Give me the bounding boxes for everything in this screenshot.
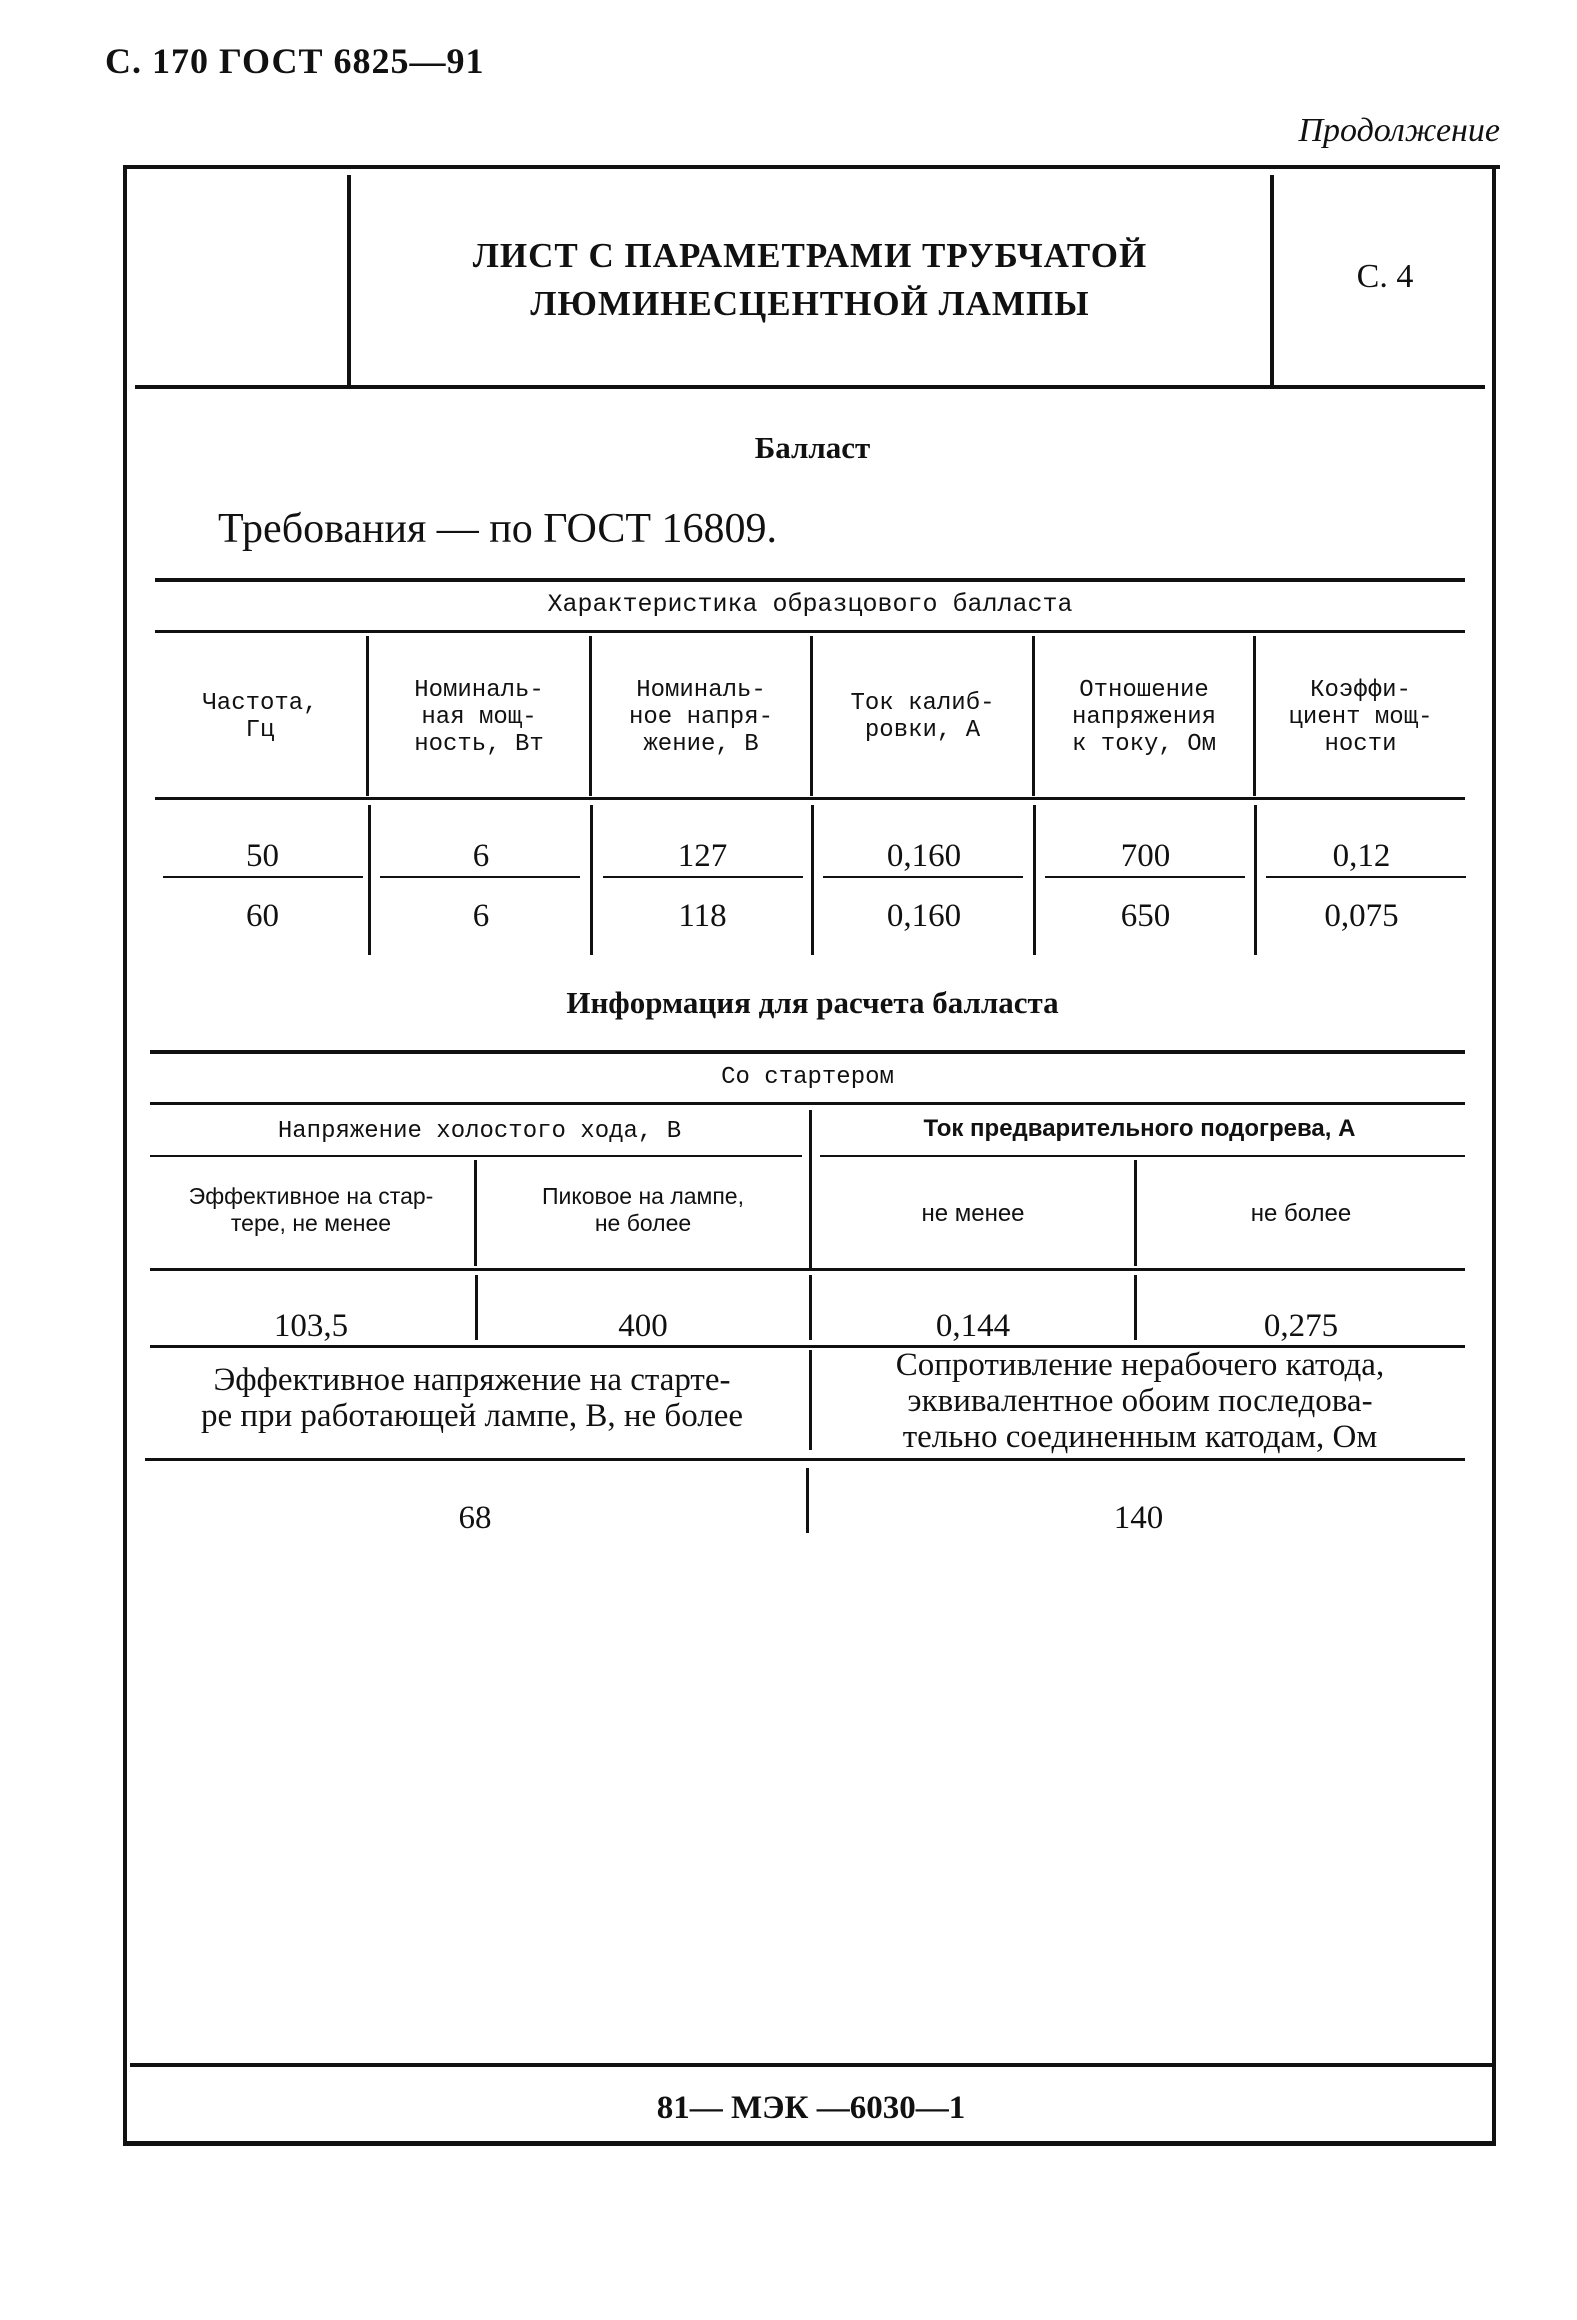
calc-sub-divider: [474, 1160, 477, 1266]
header-bottom-border: [135, 385, 1485, 389]
sheet-title-line2: ЛЮМИНЕСЦЕНТНОЙ ЛАМПЫ: [530, 284, 1090, 323]
calc-final-divider: [806, 1468, 809, 1533]
calc-table-top-line: [150, 1050, 1465, 1054]
ref-row-separator: [823, 876, 1023, 878]
table-cell: 6: [472, 838, 490, 874]
ref-body-col-divider: [1254, 805, 1257, 955]
calc-open-circuit-voltage: Напряжение холостого хода, В: [277, 1118, 682, 1145]
calc-value: 0,144: [935, 1308, 1011, 1344]
ref-body-col-divider: [368, 805, 371, 955]
footer-designation: 81— МЭК —6030—1: [656, 2090, 966, 2126]
header-divider-left: [347, 175, 351, 387]
table-cell: 0,160: [886, 898, 962, 934]
calc-lower-bottom-line: [145, 1458, 1465, 1461]
calc-value: 400: [618, 1308, 668, 1344]
calc-peak-on-lamp: Пиковое на лампе, не более: [542, 1183, 744, 1236]
sheet-title-line1: ЛИСТ С ПАРАМЕТРАМИ ТРУБЧАТОЙ: [472, 236, 1148, 275]
ref-header-frequency: Частота, Гц: [202, 690, 318, 744]
footer-top-line: [130, 2063, 1492, 2067]
ref-row-separator: [163, 876, 363, 878]
ref-header-current: Ток калиб- ровки, А: [850, 690, 995, 744]
ref-body-col-divider: [590, 805, 593, 955]
header-divider-right: [1270, 175, 1274, 387]
ref-table-caption: Характеристика образцового балласта: [547, 590, 1073, 619]
ref-body-col-divider: [811, 805, 814, 955]
calc-lower-divider: [809, 1350, 812, 1450]
table-cell: 650: [1120, 898, 1171, 934]
page-header: С. 170 ГОСТ 6825—91: [105, 41, 485, 81]
frame-top-border: [123, 165, 1500, 169]
ref-header-voltage: Номиналь- ное напря- жение, В: [628, 677, 774, 758]
ballast-heading: Балласт: [754, 430, 871, 465]
sheet-title: [355, 232, 1265, 328]
table-cell: 6: [472, 898, 490, 934]
calc-value: 0,275: [1263, 1308, 1339, 1344]
table-cell: 0,12: [1332, 838, 1391, 874]
table-cell: 118: [678, 898, 727, 934]
ref-row-separator: [1045, 876, 1245, 878]
ref-row-separator: [380, 876, 580, 878]
calc-subheader-line-right: [820, 1155, 1465, 1157]
calc-header-bottom-line: [150, 1268, 1465, 1271]
ref-header-power-factor: Коэффи- циент мощ- ности: [1288, 677, 1433, 758]
calc-not-more: не более: [1250, 1200, 1352, 1227]
calc-starter-voltage-label: Эффективное напряжение на старте- ре при работающей лампе, В, не более: [200, 1362, 744, 1434]
frame-left-border: [123, 165, 127, 2145]
table-cell: 50: [246, 838, 279, 874]
calc-preheat-current: Ток предварительного подогрева, А: [923, 1115, 1356, 1142]
ref-table-caption-line: [155, 630, 1465, 633]
calc-starter-voltage-value: 68: [458, 1500, 492, 1536]
ref-header-bottom-line: [155, 797, 1465, 800]
calc-subheader-line-left: [150, 1155, 802, 1157]
frame-bottom-border: [123, 2141, 1496, 2146]
table-cell: 60: [246, 898, 279, 934]
table-cell: 0,075: [1324, 898, 1399, 934]
calc-not-less: не менее: [921, 1200, 1025, 1227]
calc-cathode-resistance-label: Сопротивление нерабочего катода, эквивалентное обоим последова- тельно соединенным катодам, Ом: [895, 1347, 1385, 1455]
ref-row-separator: [603, 876, 803, 878]
calc-value: 103,5: [273, 1308, 349, 1344]
table-cell: 0,160: [886, 838, 962, 874]
ref-header-ratio: Отношение напряжения к току, Ом: [1071, 677, 1217, 758]
ref-body-col-divider: [1033, 805, 1036, 955]
calc-cathode-resistance-value: 140: [1113, 1500, 1164, 1536]
calc-effective-on-starter: Эффективное на стар- тере, не менее: [188, 1183, 434, 1236]
calc-heading: Информация для расчета балласта: [566, 985, 1059, 1020]
ref-row-separator: [1266, 876, 1466, 878]
ref-header-power: Номиналь- ная мощ- ность, Вт: [414, 677, 544, 758]
calc-starter-caption: Со стартером: [721, 1064, 894, 1091]
calc-caption-line: [150, 1102, 1465, 1105]
table-cell: 127: [677, 838, 728, 874]
table-cell: 700: [1120, 838, 1171, 874]
requirements-text: Требования — по ГОСТ 16809.: [218, 506, 777, 552]
ref-table-top-line: [155, 578, 1465, 582]
continuation-label: Продолжение: [1298, 112, 1500, 149]
sheet-page-ref: С. 4: [1356, 258, 1414, 295]
